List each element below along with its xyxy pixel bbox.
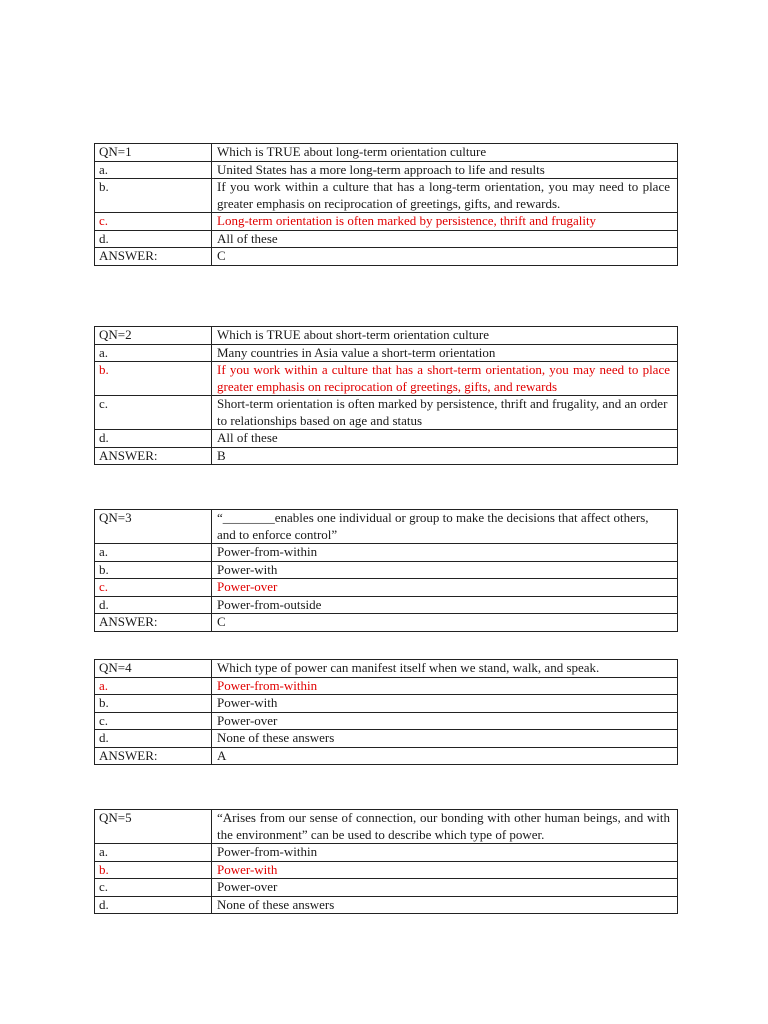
question-row [95,327,678,345]
option-key: b. [95,561,212,579]
question-number: QN=4 [95,660,212,678]
option-key: b. [95,861,212,879]
question-table-1 [94,143,678,266]
option-key: a. [95,844,212,862]
question-row [95,810,678,844]
option-row-a [95,844,678,862]
option-text: All of these [212,430,678,448]
question-text: Which type of power can manifest itself when we stand, walk, and speak. [212,660,678,678]
option-text: All of these [212,230,678,248]
option-key: c. [95,712,212,730]
option-text: Power-with [212,561,678,579]
option-row-c [95,879,678,897]
option-text: Power-from-outside [212,596,678,614]
option-row-d [95,730,678,748]
answer-row [95,447,678,465]
option-key: a. [95,677,212,695]
option-key: d. [95,230,212,248]
option-row-a [95,344,678,362]
question-row [95,510,678,544]
question-text: Which is TRUE about short-term orientation culture [212,327,678,345]
option-text: Power-with [212,861,678,879]
question-table-3 [94,509,678,632]
option-key: d. [95,596,212,614]
option-key: c. [95,396,212,430]
answer-value: B [212,447,678,465]
answer-row [95,248,678,266]
option-text: Power-over [212,712,678,730]
answer-value: C [212,248,678,266]
question-number: QN=1 [95,144,212,162]
option-text: None of these answers [212,896,678,914]
option-row-a [95,544,678,562]
question-table-5 [94,809,678,914]
option-key: d. [95,430,212,448]
option-text: Power-from-within [212,677,678,695]
option-text: If you work within a culture that has a long-term orientation, you may need to place greater emphasis on reciprocation of greetings, gifts, and rewards. [212,179,678,213]
option-key: d. [95,896,212,914]
question-row [95,660,678,678]
option-row-c [95,712,678,730]
option-text: Many countries in Asia value a short-term orientation [212,344,678,362]
question-row [95,144,678,162]
question-number: QN=5 [95,810,212,844]
option-row-d [95,596,678,614]
option-row-b [95,179,678,213]
answer-label: ANSWER: [95,747,212,765]
option-key: b. [95,695,212,713]
option-key: a. [95,344,212,362]
answer-row [95,747,678,765]
option-key: c. [95,213,212,231]
option-text: Power-with [212,695,678,713]
option-text: None of these answers [212,730,678,748]
option-row-d [95,230,678,248]
question-table-4 [94,659,678,765]
answer-value: A [212,747,678,765]
option-key: c. [95,879,212,897]
answer-value: C [212,614,678,632]
option-key: b. [95,362,212,396]
question-text: Which is TRUE about long-term orientation culture [212,144,678,162]
option-row-c-correct [95,579,678,597]
answer-row [95,614,678,632]
option-text: United States has a more long-term approach to life and results [212,161,678,179]
option-text: Power-over [212,579,678,597]
option-row-a [95,161,678,179]
option-row-d [95,896,678,914]
option-row-d [95,430,678,448]
answer-label: ANSWER: [95,447,212,465]
option-text: If you work within a culture that has a short-term orientation, you may need to place greater emphasis on reciprocation of greetings, gifts, and rewards [212,362,678,396]
option-key: d. [95,730,212,748]
answer-label: ANSWER: [95,248,212,266]
question-text: “________enables one individual or group to make the decisions that affect others, and to enforce control” [212,510,678,544]
question-number: QN=2 [95,327,212,345]
option-row-b [95,695,678,713]
option-text: Power-from-within [212,544,678,562]
question-number: QN=3 [95,510,212,544]
option-text: Long-term orientation is often marked by persistence, thrift and frugality [212,213,678,231]
option-text: Short-term orientation is often marked by persistence, thrift and frugality, and an order to relationships based on age and status [212,396,678,430]
option-key: c. [95,579,212,597]
option-row-b [95,561,678,579]
option-text: Power-over [212,879,678,897]
option-row-a-correct [95,677,678,695]
option-row-b-correct [95,362,678,396]
question-text: “Arises from our sense of connection, our bonding with other human beings, and with the environment” can be used to describe which type of power. [212,810,678,844]
option-key: b. [95,179,212,213]
option-row-c-correct [95,213,678,231]
option-row-b-correct [95,861,678,879]
question-table-2 [94,326,678,465]
option-text: Power-from-within [212,844,678,862]
option-row-c [95,396,678,430]
answer-label: ANSWER: [95,614,212,632]
option-key: a. [95,544,212,562]
option-key: a. [95,161,212,179]
